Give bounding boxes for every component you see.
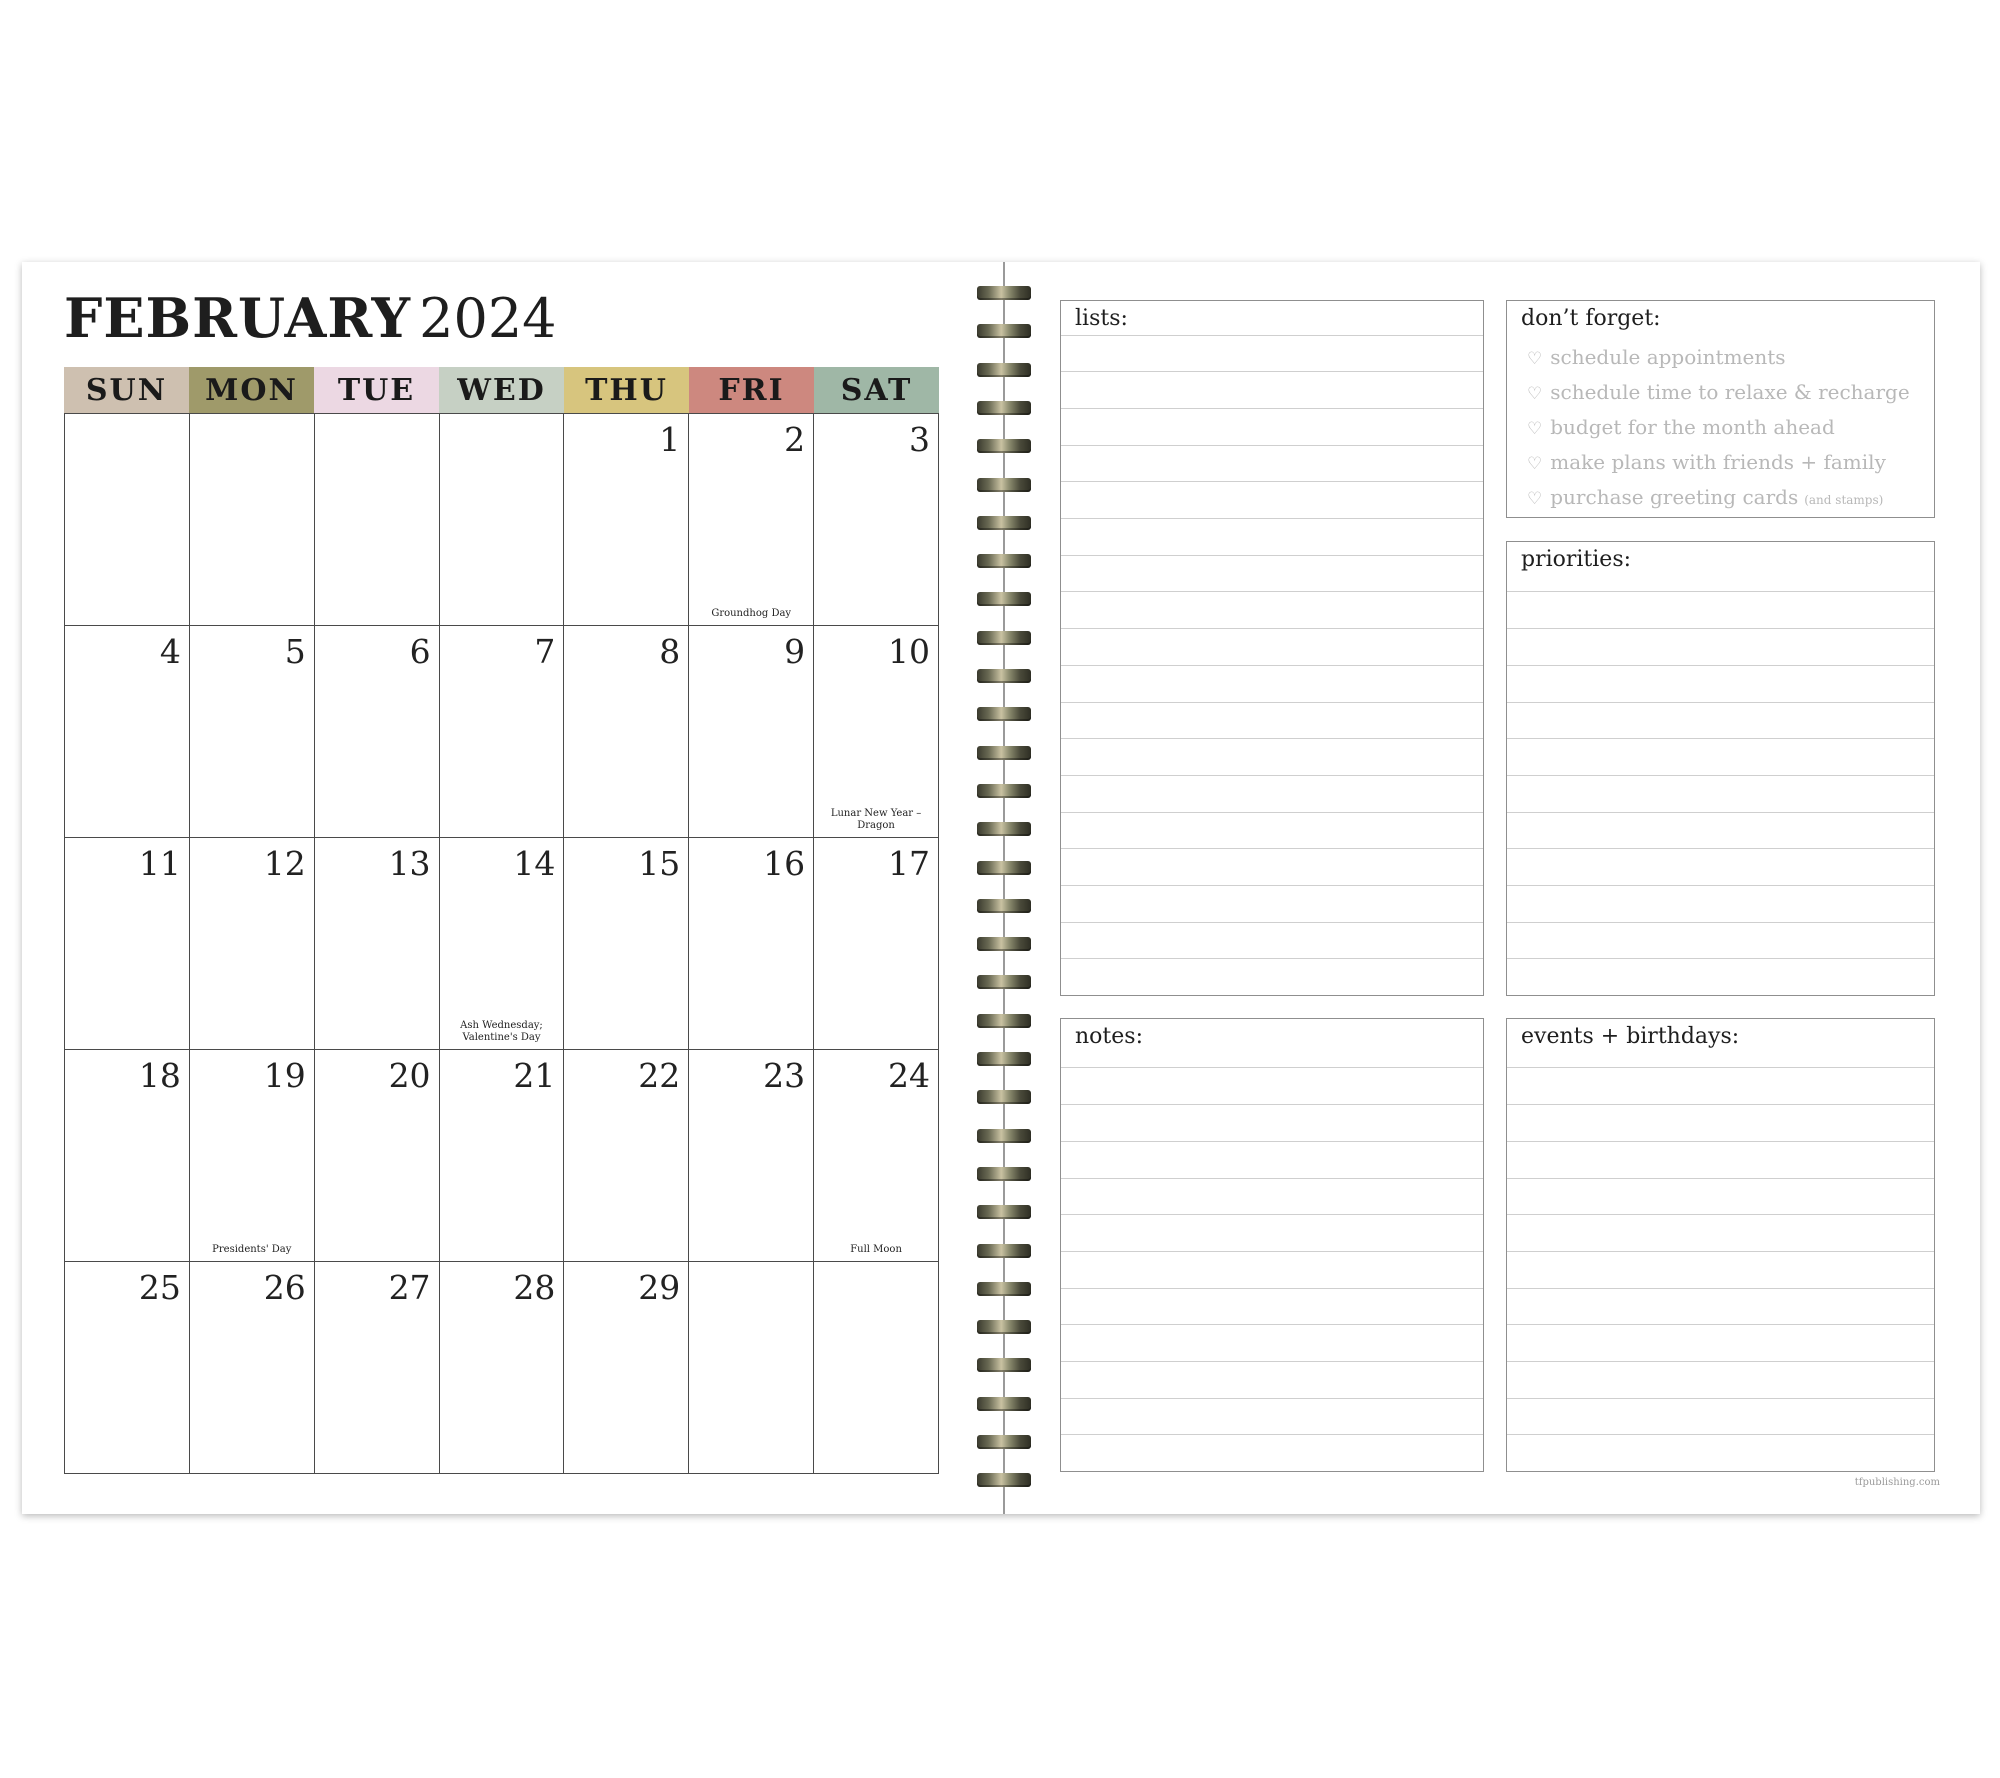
- year: 2024: [419, 287, 557, 350]
- spiral-coil: [977, 861, 1031, 875]
- ruled-line[interactable]: [1061, 1214, 1483, 1251]
- priorities-section: [1506, 541, 1935, 996]
- heart-icon: ♡: [1527, 489, 1543, 509]
- spiral-coil: [977, 554, 1031, 568]
- dont-forget-list: [1527, 341, 1924, 517]
- empty-day-cell: [190, 414, 315, 626]
- day-cell-18[interactable]: [65, 1050, 190, 1262]
- priorities-lines[interactable]: [1507, 591, 1934, 995]
- ruled-line[interactable]: [1061, 848, 1483, 885]
- day-number: 13: [388, 844, 431, 883]
- day-cell-27[interactable]: [315, 1262, 440, 1474]
- empty-day-cell: [689, 1262, 814, 1474]
- ruled-line[interactable]: [1507, 702, 1934, 739]
- day-cell-3[interactable]: [814, 414, 939, 626]
- month-name: FEBRUARY: [64, 286, 412, 350]
- spiral-coil: [977, 1244, 1031, 1258]
- events-birthdays-section: [1506, 1018, 1935, 1472]
- ruled-line[interactable]: [1507, 738, 1934, 775]
- priorities-label: priorities:: [1521, 547, 1632, 572]
- ruled-line[interactable]: [1061, 1361, 1483, 1398]
- heart-icon: ♡: [1527, 454, 1543, 474]
- day-number: 23: [763, 1056, 806, 1095]
- lists-label: lists:: [1075, 306, 1128, 331]
- day-number: 3: [908, 420, 930, 459]
- spiral-coil: [977, 669, 1031, 683]
- notes-label: notes:: [1075, 1024, 1143, 1049]
- ruled-line[interactable]: [1507, 591, 1934, 628]
- ruled-line[interactable]: [1061, 812, 1483, 849]
- weekday-header-row: [64, 367, 939, 413]
- day-number: 4: [159, 632, 181, 671]
- ruled-line[interactable]: [1061, 1251, 1483, 1288]
- day-cell-12[interactable]: [190, 838, 315, 1050]
- day-number: 11: [138, 844, 181, 883]
- day-number: 21: [513, 1056, 556, 1095]
- day-cell-24[interactable]: [814, 1050, 939, 1262]
- day-cell-1[interactable]: [564, 414, 689, 626]
- ruled-line[interactable]: [1061, 1288, 1483, 1325]
- ruled-line[interactable]: [1507, 848, 1934, 885]
- ruled-line[interactable]: [1061, 885, 1483, 922]
- spiral-coil: [977, 1014, 1031, 1028]
- day-cell-20[interactable]: [315, 1050, 440, 1262]
- spiral-coil: [977, 975, 1031, 989]
- day-cell-29[interactable]: [564, 1262, 689, 1474]
- day-cell-2[interactable]: [689, 414, 814, 626]
- day-number: 2: [784, 420, 806, 459]
- spiral-coil: [977, 324, 1031, 338]
- day-number: 26: [263, 1268, 306, 1307]
- ruled-line[interactable]: [1507, 1178, 1934, 1215]
- dont-forget-item: [1527, 481, 1924, 517]
- spiral-coil: [977, 1397, 1031, 1411]
- ruled-line[interactable]: [1061, 445, 1483, 482]
- day-number: 14: [513, 844, 556, 883]
- ruled-line[interactable]: [1061, 738, 1483, 775]
- spiral-coil: [977, 784, 1031, 798]
- day-cell-28[interactable]: [440, 1262, 565, 1474]
- spiral-coil: [977, 286, 1031, 300]
- ruled-line[interactable]: [1507, 1104, 1934, 1141]
- spiral-coil: [977, 1435, 1031, 1449]
- weekday-sat: SAT: [814, 367, 939, 413]
- ruled-line[interactable]: [1061, 1434, 1483, 1471]
- spiral-coil: [977, 707, 1031, 721]
- day-cell-15[interactable]: [564, 838, 689, 1050]
- day-cell-5[interactable]: [190, 626, 315, 838]
- day-number: 8: [659, 632, 681, 671]
- ruled-line[interactable]: [1061, 335, 1483, 372]
- day-cell-11[interactable]: [65, 838, 190, 1050]
- spiral-coil: [977, 1205, 1031, 1219]
- ruled-line[interactable]: [1507, 775, 1934, 812]
- day-number: 18: [138, 1056, 181, 1095]
- spiral-coil: [977, 899, 1031, 913]
- ruled-line[interactable]: [1507, 628, 1934, 665]
- weekday-mon: MON: [189, 367, 314, 413]
- ruled-line[interactable]: [1507, 1288, 1934, 1325]
- day-cell-22[interactable]: [564, 1050, 689, 1262]
- notes-lines[interactable]: [1061, 1067, 1483, 1471]
- empty-day-cell: [814, 1262, 939, 1474]
- ruled-line[interactable]: [1061, 408, 1483, 445]
- month-title: [64, 288, 557, 349]
- ruled-line[interactable]: [1061, 922, 1483, 959]
- spiral-coil: [977, 516, 1031, 530]
- ruled-line[interactable]: [1507, 665, 1934, 702]
- ruled-line[interactable]: [1507, 922, 1934, 959]
- day-cell-25[interactable]: [65, 1262, 190, 1474]
- spiral-coil: [977, 631, 1031, 645]
- day-number: 9: [784, 632, 806, 671]
- publisher-footer: tfpublishing.com: [1854, 1477, 1940, 1488]
- spiral-binding: [977, 286, 1031, 1486]
- ruled-line[interactable]: [1061, 481, 1483, 518]
- ruled-line[interactable]: [1061, 702, 1483, 739]
- ruled-line[interactable]: [1061, 1067, 1483, 1104]
- spiral-coil: [977, 1129, 1031, 1143]
- holiday-note: Groundhog Day: [711, 608, 792, 619]
- day-number: 20: [388, 1056, 431, 1095]
- ruled-line[interactable]: [1061, 1141, 1483, 1178]
- day-number: 1: [659, 420, 681, 459]
- day-number: 27: [388, 1268, 431, 1307]
- spiral-coil: [977, 1167, 1031, 1181]
- ruled-line[interactable]: [1061, 665, 1483, 702]
- empty-day-cell: [65, 414, 190, 626]
- ruled-line[interactable]: [1061, 958, 1483, 995]
- spiral-coil: [977, 1090, 1031, 1104]
- day-number: 7: [534, 632, 556, 671]
- holiday-note: Ash Wednesday; Valentine's Day: [460, 1020, 543, 1043]
- day-cell-23[interactable]: [689, 1050, 814, 1262]
- ruled-line[interactable]: [1061, 371, 1483, 408]
- ruled-line[interactable]: [1061, 1324, 1483, 1361]
- dont-forget-section: [1506, 300, 1935, 518]
- ruled-line[interactable]: [1507, 885, 1934, 922]
- day-number: 12: [263, 844, 306, 883]
- spiral-coil: [977, 592, 1031, 606]
- dont-forget-item-text: schedule appointments: [1550, 345, 1786, 369]
- ruled-line[interactable]: [1061, 628, 1483, 665]
- empty-day-cell: [315, 414, 440, 626]
- day-cell-8[interactable]: [564, 626, 689, 838]
- ruled-line[interactable]: [1507, 1251, 1934, 1288]
- dont-forget-label: don’t forget:: [1521, 306, 1661, 331]
- spiral-coil: [977, 478, 1031, 492]
- spiral-coil: [977, 1052, 1031, 1066]
- dont-forget-item-text: budget for the month ahead: [1550, 415, 1835, 439]
- holiday-note: Presidents' Day: [212, 1244, 292, 1255]
- spiral-coil: [977, 439, 1031, 453]
- ruled-line[interactable]: [1507, 1434, 1934, 1471]
- day-number: 22: [638, 1056, 681, 1095]
- day-number: 5: [284, 632, 306, 671]
- day-number: 10: [887, 632, 930, 671]
- ruled-line[interactable]: [1507, 1067, 1934, 1104]
- day-cell-6[interactable]: [315, 626, 440, 838]
- ruled-line[interactable]: [1507, 1324, 1934, 1361]
- ruled-line[interactable]: [1507, 812, 1934, 849]
- events-birthdays-lines[interactable]: [1507, 1067, 1934, 1471]
- day-number: 15: [638, 844, 681, 883]
- day-number: 28: [513, 1268, 556, 1307]
- dont-forget-item: [1527, 411, 1924, 446]
- ruled-line[interactable]: [1507, 1214, 1934, 1251]
- dont-forget-item-text: make plans with friends + family: [1550, 450, 1886, 474]
- weekday-tue: TUE: [314, 367, 439, 413]
- weekday-sun: SUN: [64, 367, 189, 413]
- month-calendar: [64, 367, 939, 1474]
- day-cell-13[interactable]: [315, 838, 440, 1050]
- weekday-fri: FRI: [689, 367, 814, 413]
- ruled-line[interactable]: [1507, 1141, 1934, 1178]
- day-cell-19[interactable]: [190, 1050, 315, 1262]
- dont-forget-item-text: schedule time to relaxe & recharge: [1550, 380, 1910, 404]
- holiday-note: Lunar New Year – Dragon: [830, 808, 922, 831]
- dont-forget-item: [1527, 376, 1924, 411]
- day-number: 16: [763, 844, 806, 883]
- spiral-coil: [977, 1473, 1031, 1487]
- heart-icon: ♡: [1527, 419, 1543, 439]
- spiral-coil: [977, 1320, 1031, 1334]
- ruled-line[interactable]: [1061, 591, 1483, 628]
- lists-section: [1060, 300, 1484, 996]
- day-cell-16[interactable]: [689, 838, 814, 1050]
- notes-section: [1060, 1018, 1484, 1472]
- day-cell-10[interactable]: [814, 626, 939, 838]
- day-cell-14[interactable]: [440, 838, 565, 1050]
- day-cell-17[interactable]: [814, 838, 939, 1050]
- dont-forget-item: [1527, 446, 1924, 481]
- day-cell-4[interactable]: [65, 626, 190, 838]
- ruled-line[interactable]: [1061, 518, 1483, 555]
- day-cell-26[interactable]: [190, 1262, 315, 1474]
- day-number: 17: [887, 844, 930, 883]
- dont-forget-item-aside: (and stamps): [1804, 493, 1884, 507]
- dont-forget-item-text: purchase greeting cards: [1550, 485, 1799, 509]
- spiral-coil: [977, 937, 1031, 951]
- holiday-note: Full Moon: [850, 1244, 902, 1255]
- ruled-line[interactable]: [1507, 1398, 1934, 1435]
- day-number: 29: [638, 1268, 681, 1307]
- day-cell-21[interactable]: [440, 1050, 565, 1262]
- heart-icon: ♡: [1527, 384, 1543, 404]
- ruled-line[interactable]: [1061, 1398, 1483, 1435]
- weekday-thu: THU: [564, 367, 689, 413]
- day-number: 24: [887, 1056, 930, 1095]
- spiral-coil: [977, 363, 1031, 377]
- spiral-coil: [977, 1358, 1031, 1372]
- ruled-line[interactable]: [1507, 1361, 1934, 1398]
- weekday-wed: WED: [439, 367, 564, 413]
- day-cell-7[interactable]: [440, 626, 565, 838]
- ruled-line[interactable]: [1061, 1178, 1483, 1215]
- day-cell-9[interactable]: [689, 626, 814, 838]
- spiral-coil: [977, 822, 1031, 836]
- planner-spread: [22, 262, 1980, 1514]
- dont-forget-item: [1527, 341, 1924, 376]
- ruled-line[interactable]: [1061, 1104, 1483, 1141]
- ruled-line[interactable]: [1061, 775, 1483, 812]
- day-number: 19: [263, 1056, 306, 1095]
- spiral-coil: [977, 746, 1031, 760]
- empty-day-cell: [440, 414, 565, 626]
- events-birthdays-label: events + birthdays:: [1521, 1024, 1740, 1049]
- ruled-line[interactable]: [1507, 958, 1934, 995]
- day-number: 25: [138, 1268, 181, 1307]
- ruled-line[interactable]: [1061, 555, 1483, 592]
- lists-lines[interactable]: [1061, 335, 1483, 995]
- spiral-coil: [977, 401, 1031, 415]
- heart-icon: ♡: [1527, 349, 1543, 369]
- day-number: 6: [409, 632, 431, 671]
- spiral-coil: [977, 1282, 1031, 1296]
- day-grid: [64, 413, 939, 1474]
